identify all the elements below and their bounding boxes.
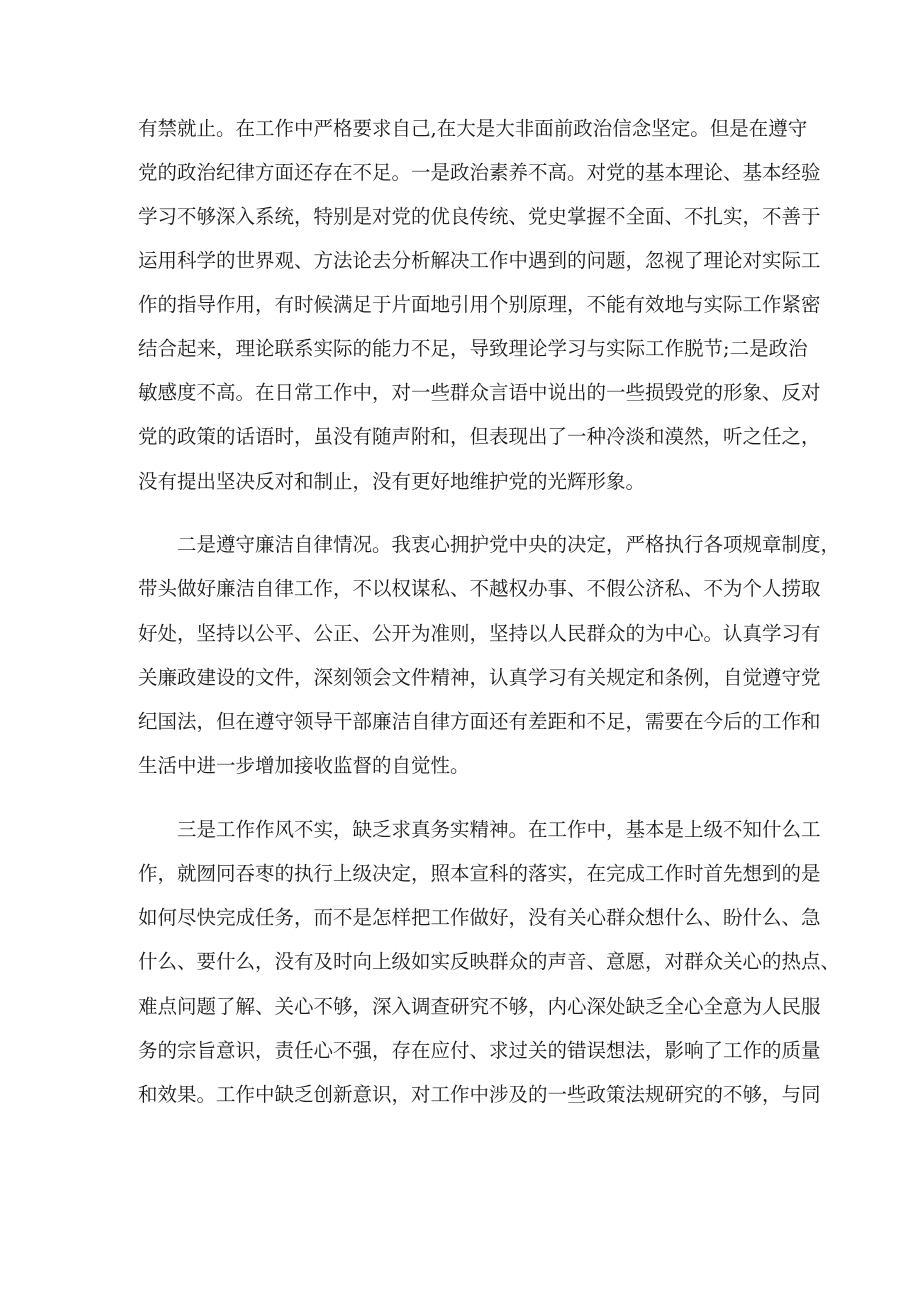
text-line: 好处，坚持以公平、公正、公开为准则，坚持以人民群众的为中心。认真学习有 bbox=[138, 622, 821, 645]
paragraph-first-line: 三是工作作风不实，缺乏求真务实精神。在工作中，基本是上级不知什么工 bbox=[177, 818, 821, 841]
text-line: 难点问题了解、关心不够，深入调查研究不够，内心深处缺乏全心全意为人民服 bbox=[138, 995, 821, 1018]
text-line: 带头做好廉洁自律工作，不以权谋私、不越权办事、不假公济私、不为个人捞取 bbox=[138, 577, 821, 600]
text-line: 生活中进一步增加接收监督的自觉性。 bbox=[138, 754, 470, 777]
text-line: 作的指导作用，有时候满足于片面地引用个别原理，不能有效地与实际工作紧密 bbox=[138, 293, 821, 316]
text-line: 务的宗旨意识，责任心不强，存在应付、求过关的错误想法，影响了工作的质量 bbox=[138, 1039, 821, 1062]
text-line: 学习不够深入系统，特别是对党的优良传统、党史掌握不全面、不扎实，不善于 bbox=[138, 205, 821, 228]
text-line: 党的政治纪律方面还存在不足。一是政治素养不高。对党的基本理论、基本经验 bbox=[138, 161, 821, 184]
text-line: 什么、要什么，没有及时向上级如实反映群众的声音、意愿，对群众关心的热点、 bbox=[138, 950, 841, 973]
text-line: 结合起来，理论联系实际的能力不足，导致理论学习与实际工作脱节;二是政治 bbox=[138, 337, 808, 360]
text-line: 和效果。工作中缺乏创新意识，对工作中涉及的一些政策法规研究的不够，与同 bbox=[138, 1083, 821, 1106]
text-line: 关廉政建设的文件，深刻领会文件精神，认真学习有关规定和条例，自觉遵守党 bbox=[138, 666, 821, 689]
text-line: 作，就囫冋吞枣的执行上级决定，照本宣科的落实，在完成工作时首先想到的是 bbox=[138, 862, 821, 885]
text-line: 没有提出坚决反对和制止，没有更好地维护党的光辉形象。 bbox=[138, 470, 646, 493]
text-line: 如何尽快完成任务，而不是怎样把工作做好，没有关心群众想什么、盼什么、急 bbox=[138, 906, 821, 929]
paragraph-first-line: 二是遵守廉洁自律情况。我衷心拥护党中央的决定，严格执行各项规章制度， bbox=[177, 533, 841, 556]
text-line: 有禁就止。在工作中严格要求自己,在大是大非面前政治信念坚定。但是在遵守 bbox=[138, 117, 808, 140]
text-line: 敏感度不高。在日常工作中，对一些群众言语中说出的一些损毁党的形象、反对 bbox=[138, 381, 821, 404]
text-line: 运用科学的世界观、方法论去分析解决工作中遇到的问题，忽视了理论对实际工 bbox=[138, 249, 821, 272]
text-line: 党的政策的话语时，虽没有随声附和，但表现出了一种冷淡和漠然，听之任之， bbox=[138, 425, 821, 448]
text-line: 纪国法，但在遵守领导干部廉洁自律方面还有差距和不足，需要在今后的工作和 bbox=[138, 710, 821, 733]
